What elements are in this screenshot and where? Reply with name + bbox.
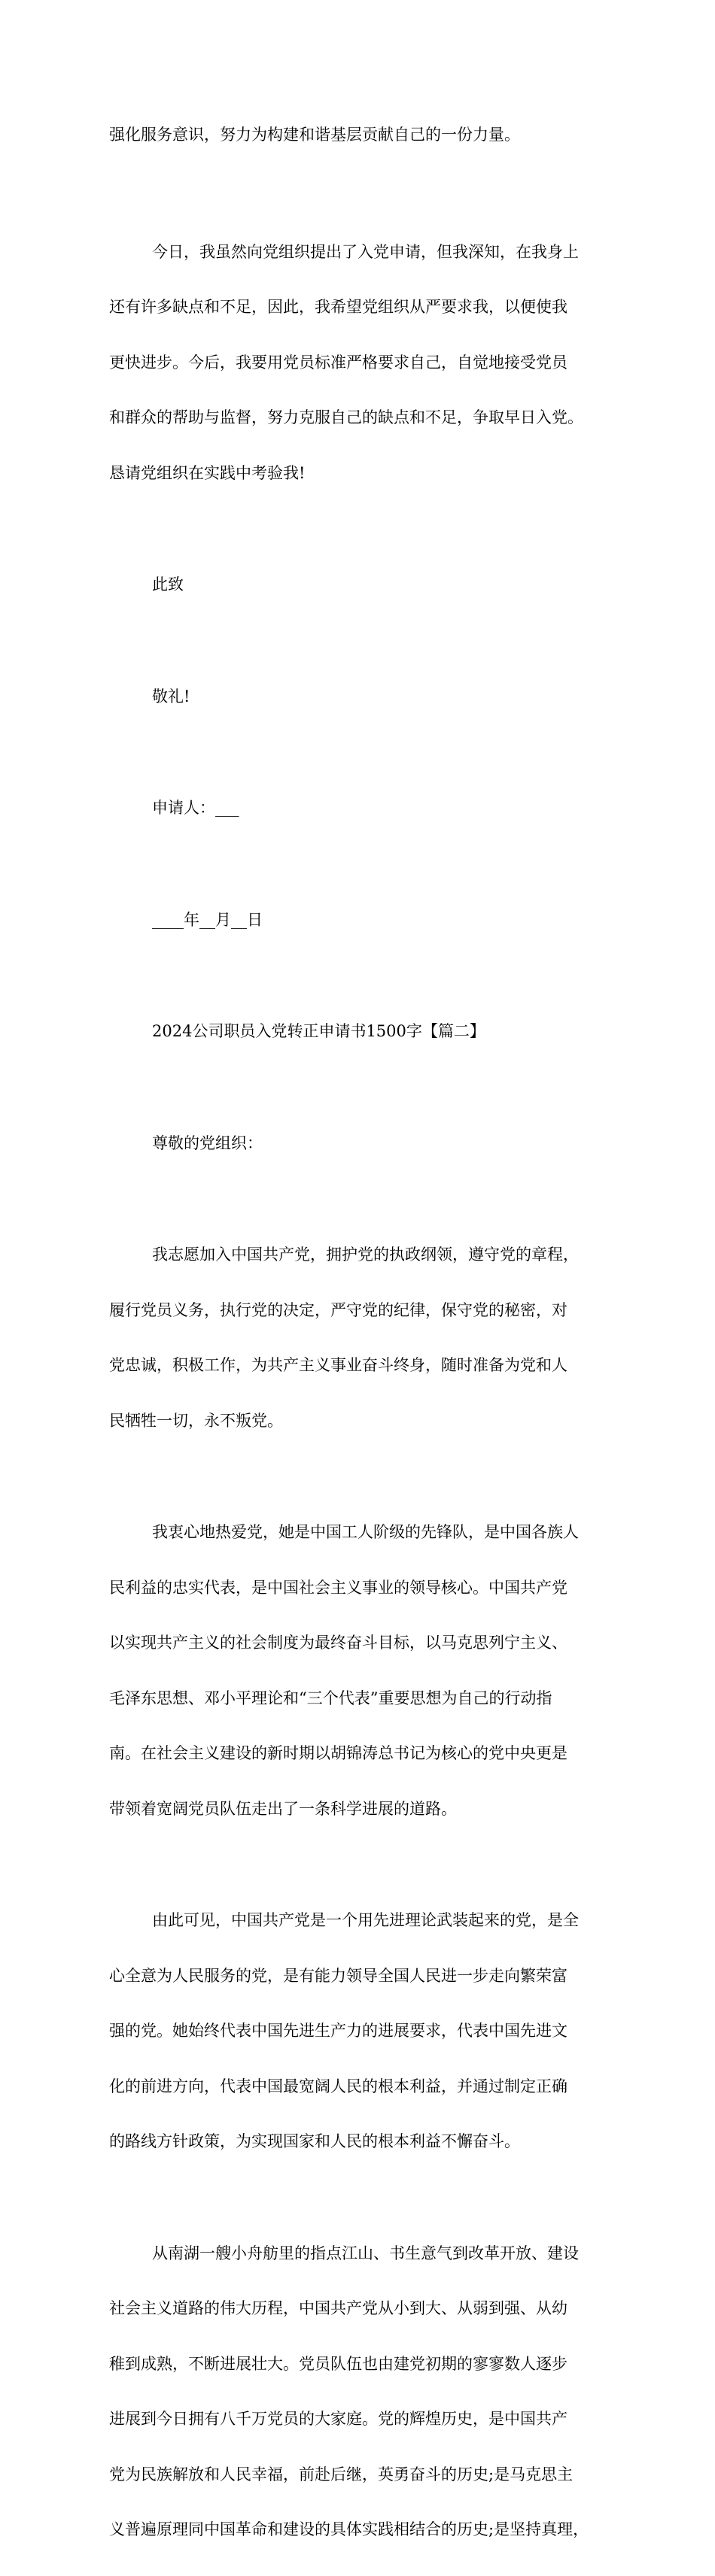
text-line: 更快进步。今后，我要用党员标准严格要求自己，自觉地接受党员 <box>109 353 567 372</box>
text-line: 民牺牲一切，永不叛党。 <box>109 1411 283 1430</box>
paragraph-advanced-theory <box>109 1874 628 2188</box>
text-line: 还有许多缺点和不足，因此，我希望党组织从严要求我，以便使我 <box>109 298 567 316</box>
closing-salutation <box>109 539 628 631</box>
paragraph-history <box>109 2207 628 2576</box>
text-line: 强的党。她始终代表中国先进生产力的进展要求，代表中国先进文 <box>109 2022 567 2040</box>
text-line: 毛泽东思想、邓小平理论和“三个代表”重要思想为自己的行动指 <box>109 1689 552 1707</box>
text-line: ____年__月__日 <box>152 910 263 929</box>
closing-respect <box>109 651 628 743</box>
paragraph-love-party <box>109 1486 628 1855</box>
text-line: 敬礼! <box>152 687 190 705</box>
text-line: 党忠诚，积极工作，为共产主义事业奋斗终身，随时准备为党和人 <box>109 1356 567 1374</box>
text-line: 稚到成熟，不断进展壮大。党员队伍也由建党初期的寥寥数人逐步 <box>109 2354 567 2373</box>
text-line: 带领着宽阔党员队伍走出了一条科学进展的道路。 <box>109 1799 457 1818</box>
text-line: 2024公司职员入党转正申请书1500字【篇二】 <box>152 1022 485 1040</box>
text-line: 申请人：___ <box>152 799 239 817</box>
text-line: 义普遍原理同中国革命和建设的具体实践相结合的历史;是坚持真理， <box>109 2520 589 2538</box>
text-line: 从南湖一艘小舟舫里的指点江山、书生意气到改革开放、建设 <box>152 2244 579 2262</box>
text-line: 履行党员义务，执行党的决定，严守党的纪律，保守党的秘密，对 <box>109 1300 567 1319</box>
text-line: 我衷心地热爱党，她是中国工人阶级的先锋队，是中国各族人 <box>152 1523 579 1541</box>
text-line: 化的前进方向，代表中国最宽阔人民的根本利益，并通过制定正确 <box>109 2077 567 2095</box>
text-line: 的路线方针政策，为实现国家和人民的根本利益不懈奋斗。 <box>109 2132 520 2150</box>
text-line: 由此可见，中国共产党是一个用先进理论武装起来的党，是全 <box>152 1911 579 1929</box>
text-line: 和群众的帮助与监督，努力克服自己的缺点和不足，争取早日入党。 <box>109 408 583 426</box>
applicant-line <box>109 762 628 854</box>
text-line: 此致 <box>152 575 184 593</box>
paragraph-1 <box>109 89 628 181</box>
document-page <box>109 89 628 2576</box>
text-line: 强化服务意识，努力为构建和谐基层贡献自己的一份力量。 <box>109 126 520 144</box>
greeting <box>109 1097 628 1190</box>
text-line: 民利益的忠实代表，是中国社会主义事业的领导核心。中国共产党 <box>109 1578 567 1597</box>
section-title <box>109 985 628 1078</box>
paragraph-pledge <box>109 1209 628 1467</box>
text-line: 进展到今日拥有八千万党员的大家庭。党的辉煌历史，是中国共产 <box>109 2410 567 2428</box>
text-line: 恳请党组织在实践中考验我! <box>109 463 306 482</box>
text-line: 党为民族解放和人民幸福，前赴后继，英勇奋斗的历史;是马克思主 <box>109 2465 574 2483</box>
text-line: 尊敬的党组织： <box>152 1133 263 1152</box>
text-line: 社会主义道路的伟大历程，中国共产党从小到大、从弱到强、从幼 <box>109 2299 567 2317</box>
date-line <box>109 874 628 966</box>
text-line: 以实现共产主义的社会制度为最终奋斗目标，以马克思列宁主义、 <box>109 1634 567 1652</box>
text-line: 我志愿加入中国共产党，拥护党的执政纲领，遵守党的章程， <box>152 1246 579 1264</box>
text-line: 心全意为人民服务的党，是有能力领导全国人民进一步走向繁荣富 <box>109 1966 567 1985</box>
text-line: 今日，我虽然向党组织提出了入党申请，但我深知，在我身上 <box>152 242 579 261</box>
text-line: 南。在社会主义建设的新时期以胡锦涛总书记为核心的党中央更是 <box>109 1744 567 1762</box>
paragraph-2 <box>109 206 628 520</box>
